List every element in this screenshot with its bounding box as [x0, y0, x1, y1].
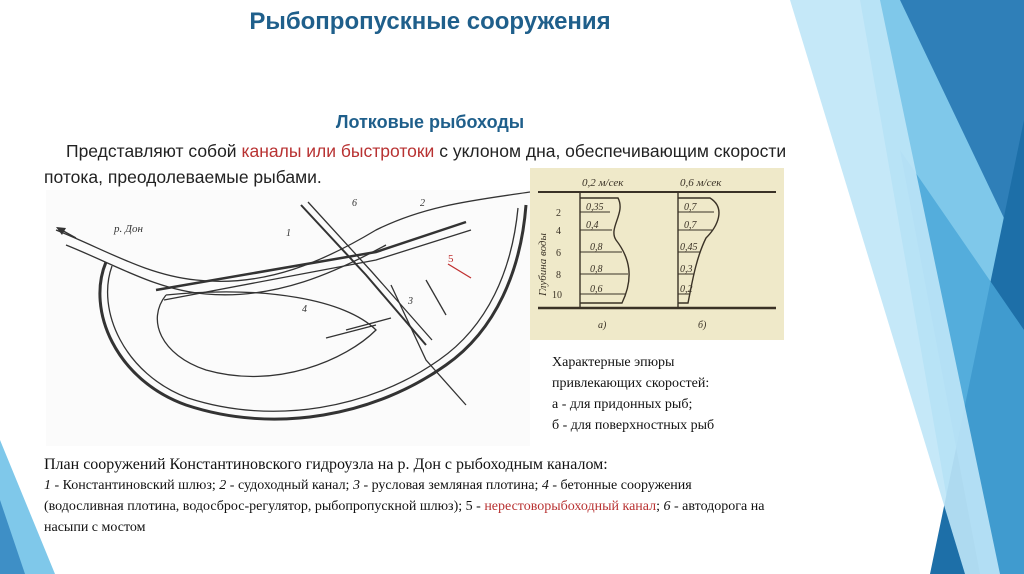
left-value: 0,8 [590, 264, 603, 275]
epure-right-speed: 0,6 м/сек [680, 177, 722, 189]
legend-num: 4 [541, 478, 549, 493]
callout-3: 3 [408, 296, 413, 307]
depth-tick: 4 [556, 226, 561, 237]
plan-sketch [46, 190, 530, 446]
left-value: 0,6 [590, 284, 603, 295]
legend-num: 2 [219, 478, 227, 493]
callout-1: 1 [286, 228, 291, 239]
epure-caption-line: а - для придонных рыб; [552, 397, 693, 412]
velocity-epure-figure [530, 168, 784, 340]
legend-text: - автодорога на насыпи с мостом [44, 499, 765, 535]
callout-6: 6 [352, 198, 357, 209]
plan-caption [44, 454, 774, 538]
depth-tick: 10 [552, 290, 562, 301]
hydro-plan-drawing [46, 190, 530, 446]
para-post: с уклоном дна, обеспечивающим скорости потока, преодолеваемые рыбами. [44, 141, 787, 187]
epure-caption-line: привлекающих скоростей: [552, 376, 710, 391]
slide-title: Рыбопропускные сооружения [249, 8, 611, 35]
epure-caption-line: Характерные эпюры [552, 355, 675, 370]
legend-highlight: нерестоворыбоходный канал [484, 499, 657, 514]
callout-2: 2 [420, 198, 425, 209]
depth-tick: 8 [556, 270, 561, 281]
river-label: р. Дон [114, 223, 143, 235]
left-value: 0,8 [590, 242, 603, 253]
para-highlight: каналы или быстротоки [241, 141, 435, 161]
legend-num: 1 [44, 478, 51, 493]
right-value: 0,45 [680, 242, 698, 253]
legend-text: - русловая земляная плотина; [359, 478, 542, 493]
left-value: 0,4 [586, 220, 599, 231]
right-value: 0,3 [680, 264, 693, 275]
caption-lead: План сооружений Константиновского гидроузла на р. Дон с рыбоходным каналом: [44, 456, 608, 473]
right-value: 0,7 [684, 220, 697, 231]
epure-caption-line: б - для поверхностных рыб [552, 418, 715, 433]
epure-label-b: б) [698, 320, 707, 331]
depth-tick: 2 [556, 208, 561, 219]
legend-text: ; [656, 499, 664, 514]
right-value: 0,7 [684, 202, 697, 213]
para-pre: Представляют собой [66, 141, 242, 161]
legend-text: - судоходный канал; [226, 478, 353, 493]
depth-tick: 6 [556, 248, 561, 259]
legend-text: - Константиновский шлюз; [51, 478, 220, 493]
epure-caption [552, 352, 812, 436]
epure-y-axis: Глубина воды [537, 233, 549, 296]
legend-text: - бетонные сооружения (водосливная плотина, водосброс-регулятор, рыбопропускной шлюз); 5 - [44, 478, 692, 514]
epure-chart [530, 168, 784, 340]
legend-num: 6 [663, 499, 671, 514]
right-value: 0,2 [680, 284, 693, 295]
slide-subtitle: Лотковые рыбоходы [335, 112, 525, 132]
left-value: 0,35 [586, 202, 604, 213]
callout-4: 4 [302, 304, 307, 315]
callout-5: 5 [448, 253, 454, 265]
caption-legend [44, 475, 774, 538]
epure-label-a: а) [598, 320, 607, 331]
epure-left-speed: 0,2 м/сек [582, 177, 624, 189]
legend-num: 3 [352, 478, 360, 493]
